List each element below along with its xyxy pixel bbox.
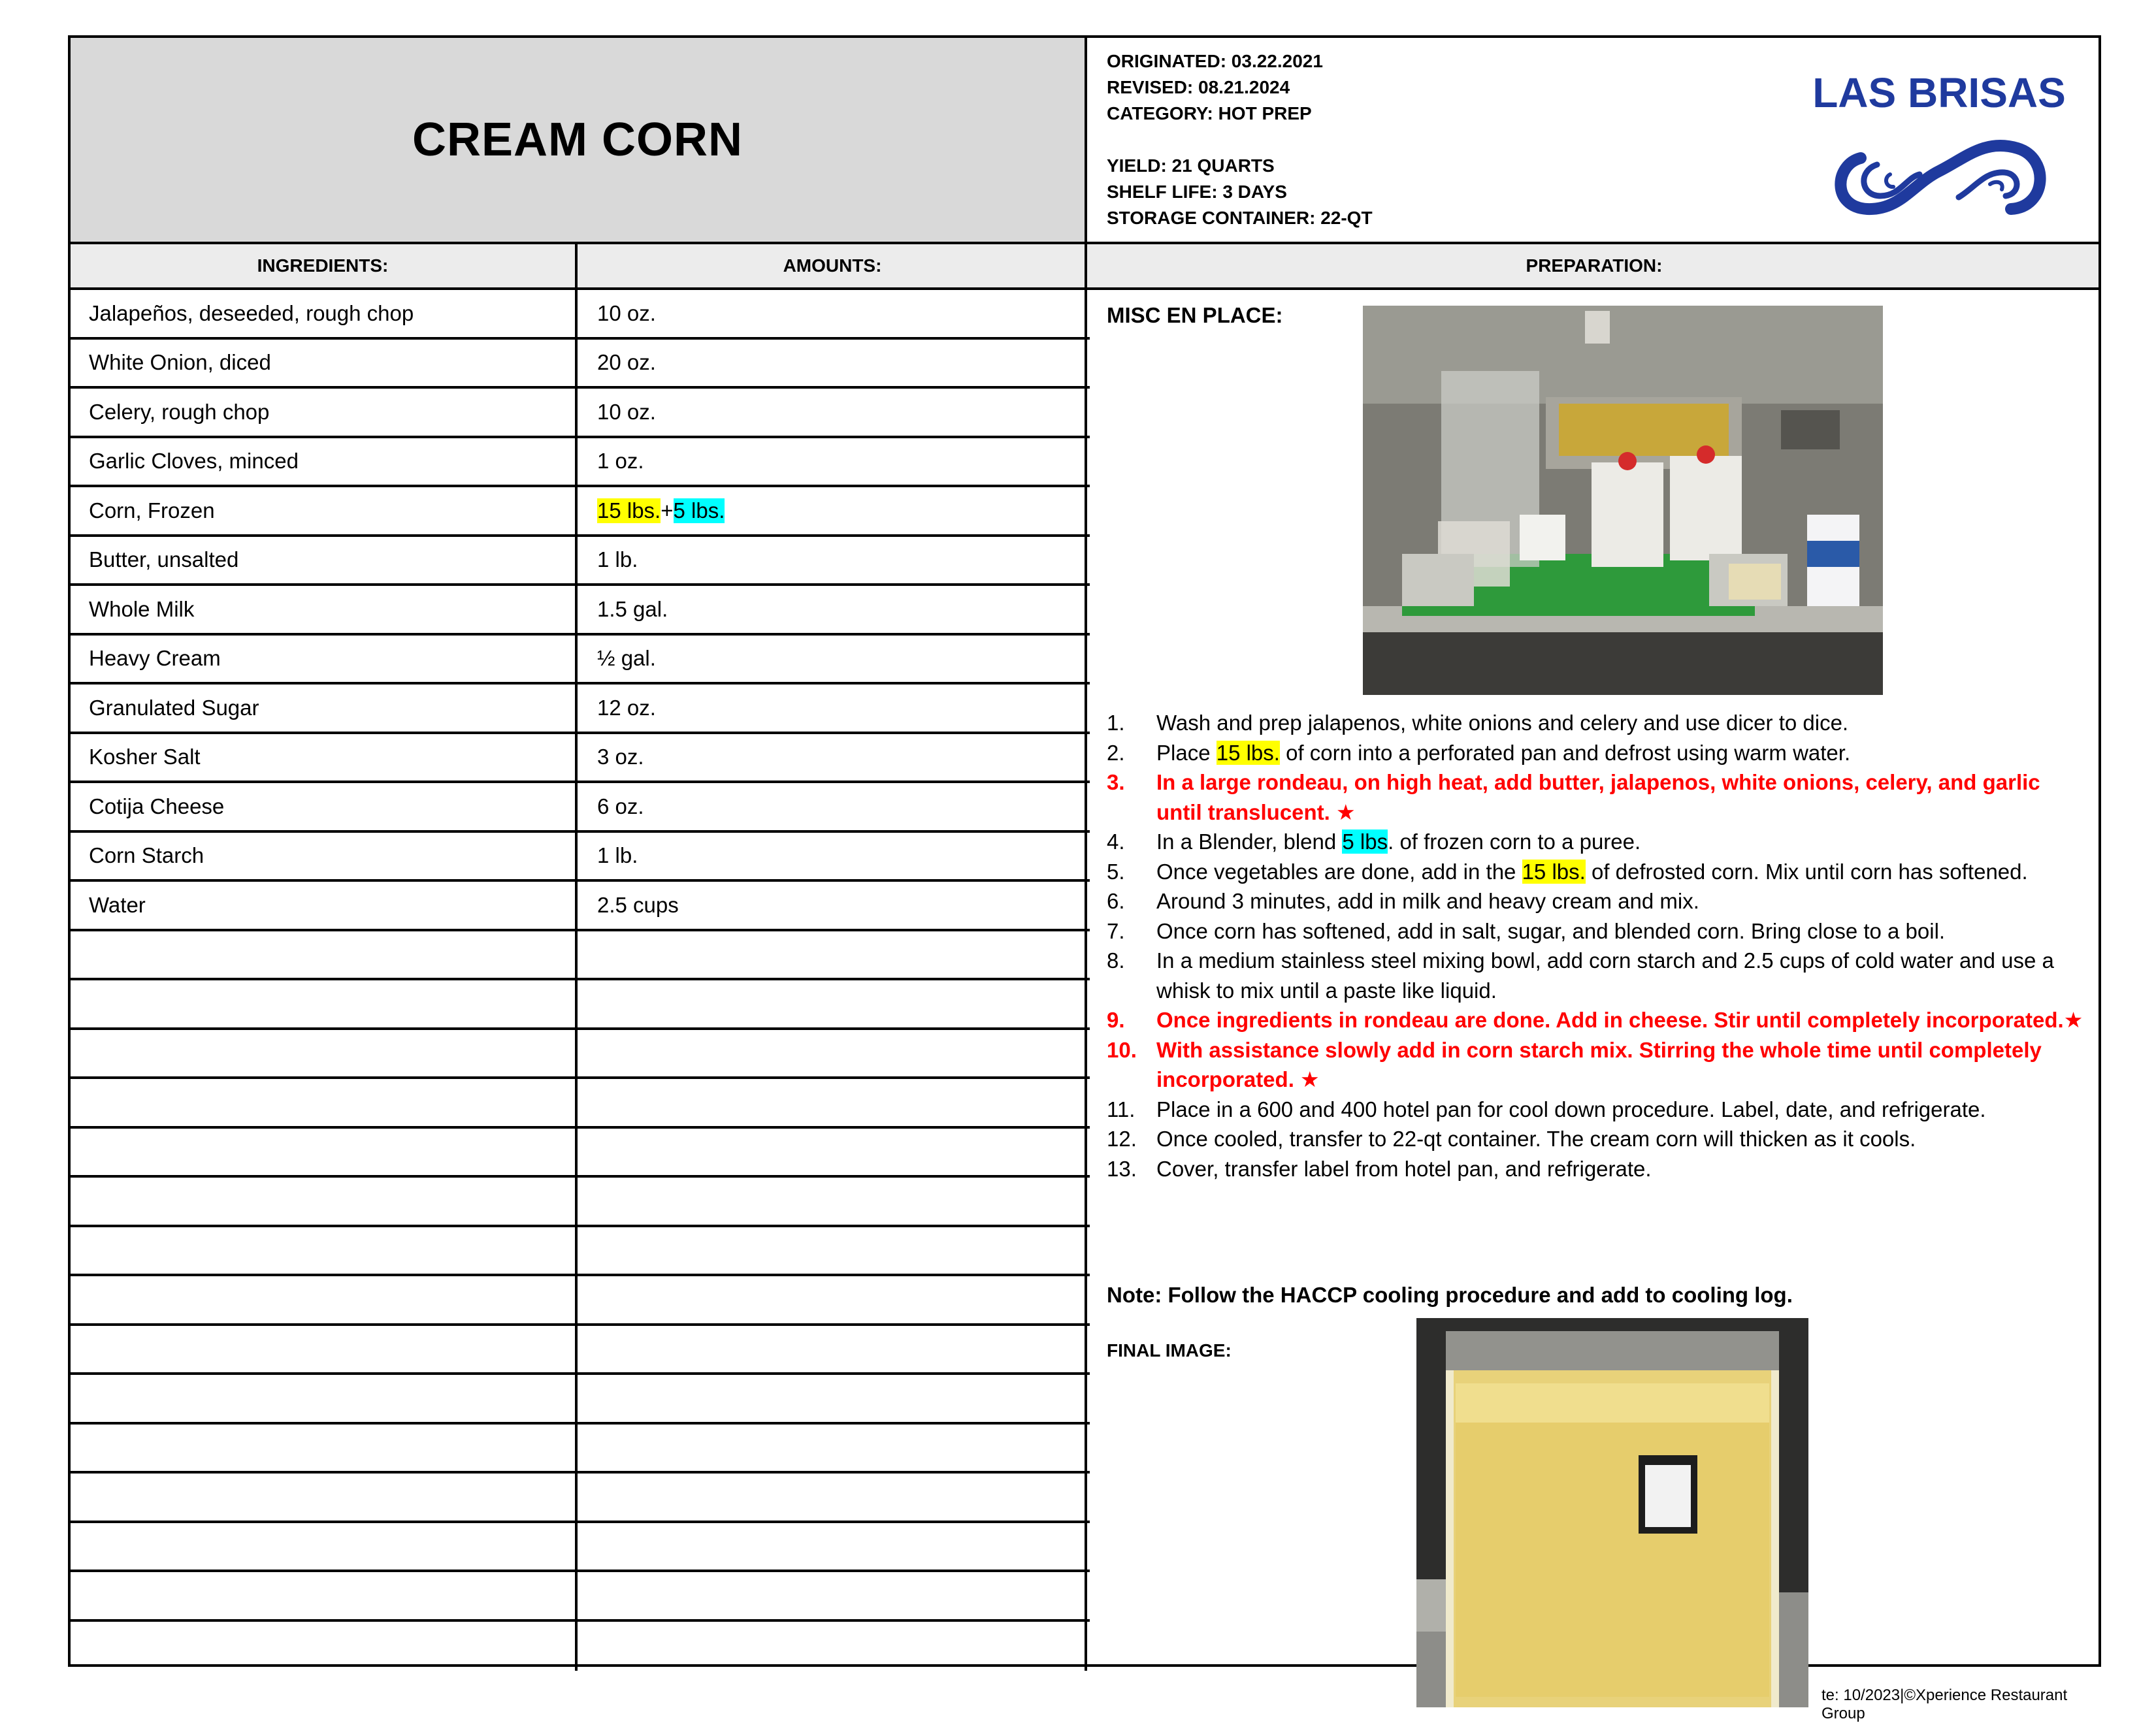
amounts-header: AMOUNTS: (580, 244, 1087, 287)
prep-step (1107, 1095, 2087, 1125)
ingredient-name (71, 1622, 578, 1671)
step-text (1156, 738, 2087, 768)
ingredient-name: Corn, Frozen (71, 487, 578, 534)
recipe-meta (1107, 48, 1373, 231)
ingredient-amount (578, 1178, 1087, 1225)
final-image-label: FINAL IMAGE: (1107, 1340, 1232, 1361)
ingredient-name: White Onion, diced (71, 340, 578, 387)
prep-step (1107, 916, 2087, 946)
ingredient-name: Jalapeños, deseeded, rough chop (71, 290, 578, 337)
step-number: 3. (1107, 770, 1125, 794)
prep-step (1107, 738, 2087, 768)
recipe-title: CREAM CORN (412, 114, 743, 166)
ingredient-amount (578, 1030, 1087, 1077)
amount-part: 15 lbs. (597, 498, 661, 523)
ingredient-amount (578, 1572, 1087, 1619)
step-text: Cover, transfer label from hotel pan, and refrigerate. (1156, 1156, 1652, 1181)
step-text: In a large rondeau, on high heat, add butter, jalapenos, white onions, celery, and garlic until translucent. ★ (1156, 770, 2040, 824)
ingredient-name (71, 1227, 578, 1274)
step-text: Once cooled, transfer to 22-qt container. The cream corn will thicken as it cools. (1156, 1127, 1916, 1151)
ingredient-amount: 2.5 cups (578, 882, 1087, 929)
originated-date: ORIGINATED: 03.22.2021 (1107, 51, 1323, 71)
step-text (1156, 857, 2087, 887)
table-row (71, 1425, 1090, 1474)
table-row (71, 290, 1090, 340)
ingredient-amount: ½ gal. (578, 636, 1087, 683)
step-text-part: Once vegetables are done, add in the (1156, 859, 1522, 884)
step-number: 1. (1107, 711, 1125, 735)
table-row (71, 586, 1090, 636)
step-text: With assistance slowly add in corn starch mix. Stirring the whole time until completely incorporated. ★ (1156, 1037, 2042, 1091)
logo-wordmark: LAS BRISAS (1812, 69, 2066, 116)
step-number: 13. (1107, 1156, 1137, 1181)
prep-step (1107, 1154, 2087, 1184)
amount-part: + (661, 498, 674, 523)
table-row (71, 636, 1090, 685)
prep-step (1107, 886, 2087, 916)
step-number: 5. (1107, 859, 1125, 884)
storage-container: STORAGE CONTAINER: 22-QT (1107, 208, 1373, 228)
prep-step (1107, 708, 2087, 738)
column-header-row (71, 242, 2099, 290)
ingredient-name: Granulated Sugar (71, 684, 578, 732)
step-text: Once ingredients in rondeau are done. Add in cheese. Stir until completely incorporated.★ (1156, 1008, 2083, 1032)
prep-step (1107, 857, 2087, 887)
ingredients-header: INGREDIENTS: (71, 244, 578, 287)
ingredient-amount (578, 487, 1087, 534)
step-text-part: . of frozen corn to a puree. (1388, 829, 1641, 854)
table-row (71, 1572, 1090, 1622)
shelf-life: SHELF LIFE: 3 DAYS (1107, 182, 1287, 202)
footer-copyright: te: 10/2023|©Xperience Restaurant Group (1821, 1686, 2068, 1722)
step-text: Around 3 minutes, add in milk and heavy cream and mix. (1156, 889, 1699, 913)
ingredient-amount (578, 931, 1087, 978)
ingredient-name (71, 1572, 578, 1619)
ingredient-amount: 20 oz. (578, 340, 1087, 387)
table-row (71, 537, 1090, 587)
highlighted-amount: 15 lbs. (1216, 740, 1280, 765)
ingredient-name (71, 980, 578, 1027)
haccp-note: Note: Follow the HACCP cooling procedure and add to cooling log. (1107, 1283, 1793, 1307)
table-row (71, 931, 1090, 981)
table-row (71, 487, 1090, 537)
ingredient-name (71, 1178, 578, 1225)
table-row (71, 882, 1090, 931)
category: CATEGORY: HOT PREP (1107, 103, 1312, 123)
step-number: 2. (1107, 740, 1125, 765)
ingredient-amount: 10 oz. (578, 389, 1087, 436)
table-row (71, 1030, 1090, 1080)
table-row (71, 389, 1090, 438)
table-row (71, 1326, 1090, 1376)
amount-part: 5 lbs. (673, 498, 725, 523)
step-text-part: In a Blender, blend (1156, 829, 1343, 854)
preparation-steps (1107, 708, 2087, 1184)
table-row (71, 783, 1090, 833)
ingredient-name (71, 1079, 578, 1126)
table-row (71, 734, 1090, 784)
step-number: 8. (1107, 948, 1125, 973)
ingredient-name: Water (71, 882, 578, 929)
step-text: Place in a 600 and 400 hotel pan for cool down procedure. Label, date, and refrigerate. (1156, 1097, 1986, 1121)
prep-step (1107, 1005, 2087, 1035)
table-row (71, 1178, 1090, 1227)
ingredient-amount: 1 lb. (578, 833, 1087, 880)
ingredient-amount: 3 oz. (578, 734, 1087, 781)
table-row (71, 1129, 1090, 1178)
table-row (71, 1523, 1090, 1573)
ingredient-name: Kosher Salt (71, 734, 578, 781)
ingredient-name: Butter, unsalted (71, 537, 578, 584)
table-row (71, 438, 1090, 488)
final-image-photo (1416, 1318, 1808, 1707)
table-row (71, 340, 1090, 389)
ingredient-amount: 1 oz. (578, 438, 1087, 485)
ingredient-amount (578, 980, 1087, 1027)
misc-en-place-label: MISC EN PLACE: (1107, 303, 1283, 327)
ingredient-name: Cotija Cheese (71, 783, 578, 830)
ingredient-name (71, 1375, 578, 1422)
step-number: 11. (1107, 1097, 1135, 1121)
table-row (71, 1227, 1090, 1277)
table-row (71, 1622, 1090, 1671)
ingredient-name (71, 1030, 578, 1077)
ingredient-name (71, 1425, 578, 1472)
step-text: In a medium stainless steel mixing bowl, add corn starch and 2.5 cups of cold water and use a whisk to mix until a paste like liquid. (1156, 948, 2054, 1003)
prep-step (1107, 767, 2087, 827)
table-row (71, 684, 1090, 734)
ingredient-amount: 12 oz. (578, 684, 1087, 732)
ingredient-amount (578, 1622, 1087, 1671)
step-number: 9. (1107, 1008, 1125, 1032)
ingredient-amount: 10 oz. (578, 290, 1087, 337)
ingredient-amount: 1 lb. (578, 537, 1087, 584)
ingredient-name (71, 1473, 578, 1521)
title-cell (71, 38, 1087, 242)
table-row (71, 833, 1090, 882)
ingredient-amount: 6 oz. (578, 783, 1087, 830)
ingredient-name (71, 1276, 578, 1323)
ingredient-amount (578, 1079, 1087, 1126)
step-text-part: of defrosted corn. Mix until corn has softened. (1585, 859, 2028, 884)
mise-en-place-photo (1363, 306, 1883, 695)
preparation-section (1090, 290, 2099, 1667)
ingredient-amount (578, 1523, 1087, 1570)
step-number: 10. (1107, 1037, 1137, 1062)
prep-step (1107, 946, 2087, 1005)
ingredient-amount (578, 1227, 1087, 1274)
step-text-part: Place (1156, 740, 1217, 765)
table-row (71, 980, 1090, 1030)
ingredient-amount (578, 1276, 1087, 1323)
revised-date: REVISED: 08.21.2024 (1107, 77, 1290, 97)
ingredient-name (71, 1326, 578, 1373)
ingredient-amount (578, 1375, 1087, 1422)
step-text (1156, 827, 2087, 857)
ingredient-name (71, 1523, 578, 1570)
recipe-card (68, 35, 2101, 1722)
ingredient-name (71, 931, 578, 978)
prep-step (1107, 827, 2087, 857)
yield: YIELD: 21 QUARTS (1107, 155, 1275, 176)
highlighted-amount: 5 lbs (1342, 829, 1388, 854)
ingredient-amount (578, 1326, 1087, 1373)
table-row (71, 1473, 1090, 1523)
ingredient-name: Celery, rough chop (71, 389, 578, 436)
step-number: 6. (1107, 889, 1125, 913)
step-number: 12. (1107, 1127, 1137, 1151)
ingredient-amount: 1.5 gal. (578, 586, 1087, 633)
step-text: Wash and prep jalapenos, white onions and celery and use dicer to dice. (1156, 711, 1849, 735)
ingredients-table (71, 290, 1090, 1671)
ingredient-amount (578, 1473, 1087, 1521)
step-text: Once corn has softened, add in salt, sugar, and blended corn. Bring close to a boil. (1156, 918, 1946, 943)
highlighted-amount: 15 lbs. (1522, 859, 1586, 884)
table-row (71, 1276, 1090, 1326)
step-number: 4. (1107, 829, 1125, 854)
info-cell (1090, 38, 2099, 242)
table-row (71, 1079, 1090, 1129)
ingredient-amount (578, 1129, 1087, 1176)
ingredient-name: Heavy Cream (71, 636, 578, 683)
step-text-part: of corn into a perforated pan and defrost using warm water. (1279, 740, 1851, 765)
ingredient-amount (578, 1425, 1087, 1472)
prep-step (1107, 1124, 2087, 1154)
las-brisas-logo (1812, 67, 2066, 230)
ingredient-name (71, 1129, 578, 1176)
prep-step (1107, 1035, 2087, 1095)
ingredient-name: Garlic Cloves, minced (71, 438, 578, 485)
ingredient-name: Whole Milk (71, 586, 578, 633)
preparation-header: PREPARATION: (1526, 255, 1663, 276)
step-number: 7. (1107, 918, 1125, 943)
ingredient-name: Corn Starch (71, 833, 578, 880)
table-row (71, 1375, 1090, 1425)
